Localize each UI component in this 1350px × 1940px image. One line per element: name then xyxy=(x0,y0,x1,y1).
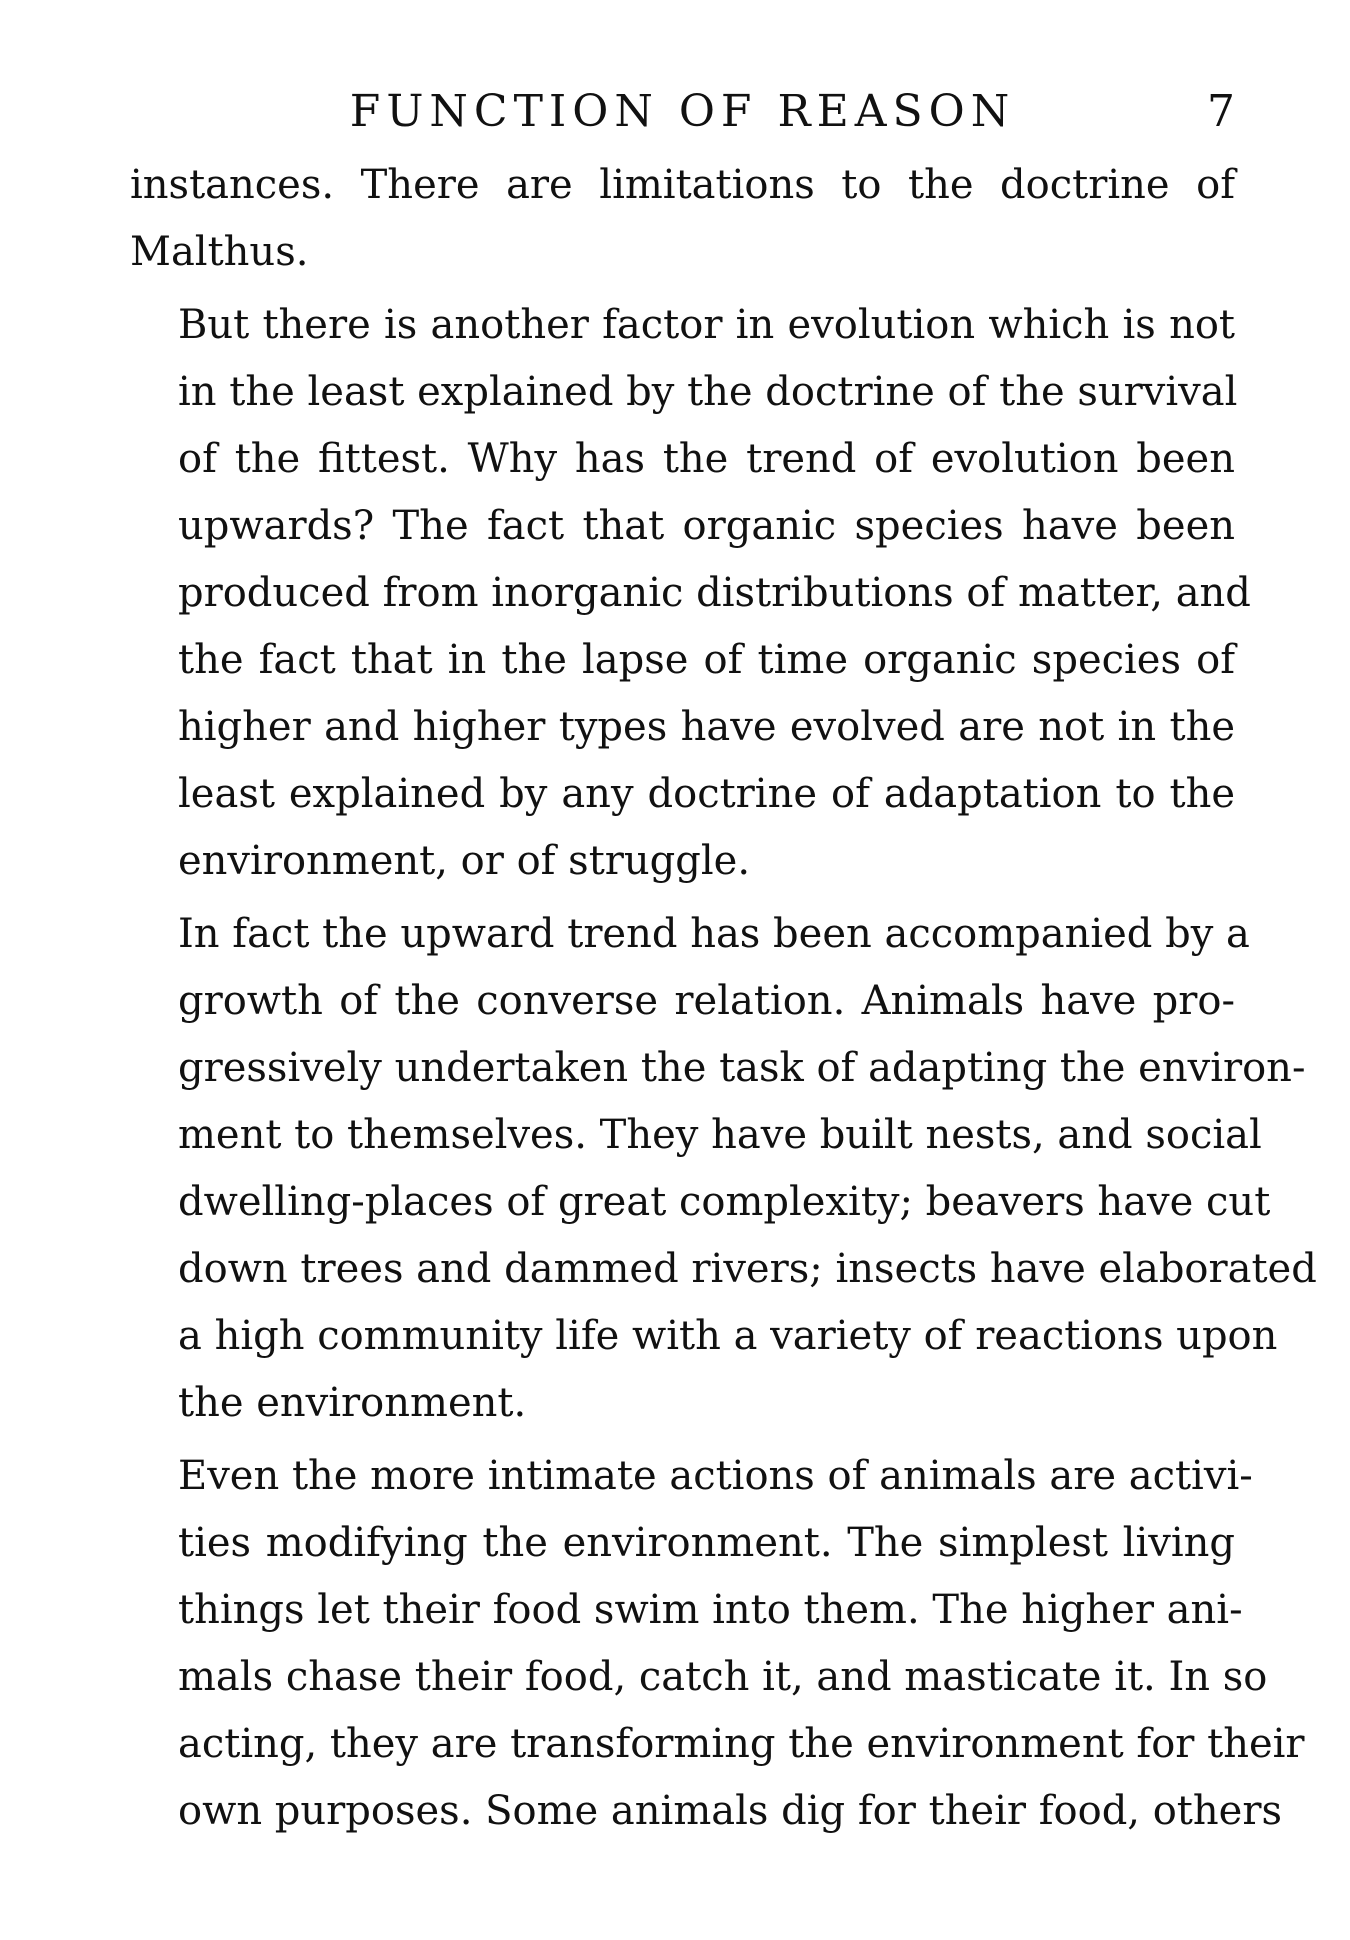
text-line: acting, they are transforming the environment for their xyxy=(178,1721,1305,1767)
text-line: environment, or of struggle. xyxy=(178,838,751,884)
paragraph-2 xyxy=(130,292,1251,895)
text-line: mals chase their food, catch it, and masticate it. In so xyxy=(178,1654,1268,1700)
text-line: dwelling-places of great complexity; beavers have cut xyxy=(178,1179,1271,1225)
text-line: In fact the upward trend has been accompanied by a xyxy=(178,911,1250,957)
text-line: higher and higher types have evolved are not in the xyxy=(178,704,1235,750)
paragraph-3 xyxy=(130,901,1317,1437)
running-head xyxy=(130,82,1235,142)
text-line: a high community life with a variety of reactions upon xyxy=(178,1313,1278,1359)
text-line: Malthus. xyxy=(130,229,309,275)
text-line: upwards? The fact that organic species have been xyxy=(178,503,1235,549)
page-number: 7 xyxy=(1207,86,1235,137)
text-line: own purposes. Some animals dig for their food, others xyxy=(178,1788,1282,1834)
text-line: produced from inorganic distributions of matter, and xyxy=(178,570,1251,616)
text-line: in the least explained by the doctrine of the survival xyxy=(178,369,1238,415)
text-line: But there is another factor in evolution which is not xyxy=(178,302,1235,348)
text-line: least explained by any doctrine of adaptation to the xyxy=(178,771,1235,817)
text-line: things let their food swim into them. The higher ani- xyxy=(178,1587,1243,1633)
text-line: Even the more intimate actions of animals are activi- xyxy=(178,1453,1253,1499)
text-line: gressively undertaken the task of adapting the environ- xyxy=(178,1045,1306,1091)
text-line: down trees and dammed rivers; insects have elaborated xyxy=(178,1246,1317,1292)
paragraph-4 xyxy=(130,1443,1305,1845)
body-text xyxy=(130,152,1317,1851)
paragraph-1 xyxy=(130,152,1235,286)
text-line: growth of the converse relation. Animals have pro- xyxy=(178,978,1235,1024)
running-title: FUNCTION OF REASON xyxy=(349,86,1016,137)
text-line: of the fittest. Why has the trend of evolution been xyxy=(178,436,1235,482)
text-line: instances. There are limitations to the doctrine of xyxy=(130,162,1235,208)
text-line: ties modifying the environment. The simplest living xyxy=(178,1520,1235,1566)
text-line: the environment. xyxy=(178,1380,527,1426)
text-line: ment to themselves. They have built nests, and social xyxy=(178,1112,1262,1158)
text-line: the fact that in the lapse of time organic species of xyxy=(178,637,1235,683)
